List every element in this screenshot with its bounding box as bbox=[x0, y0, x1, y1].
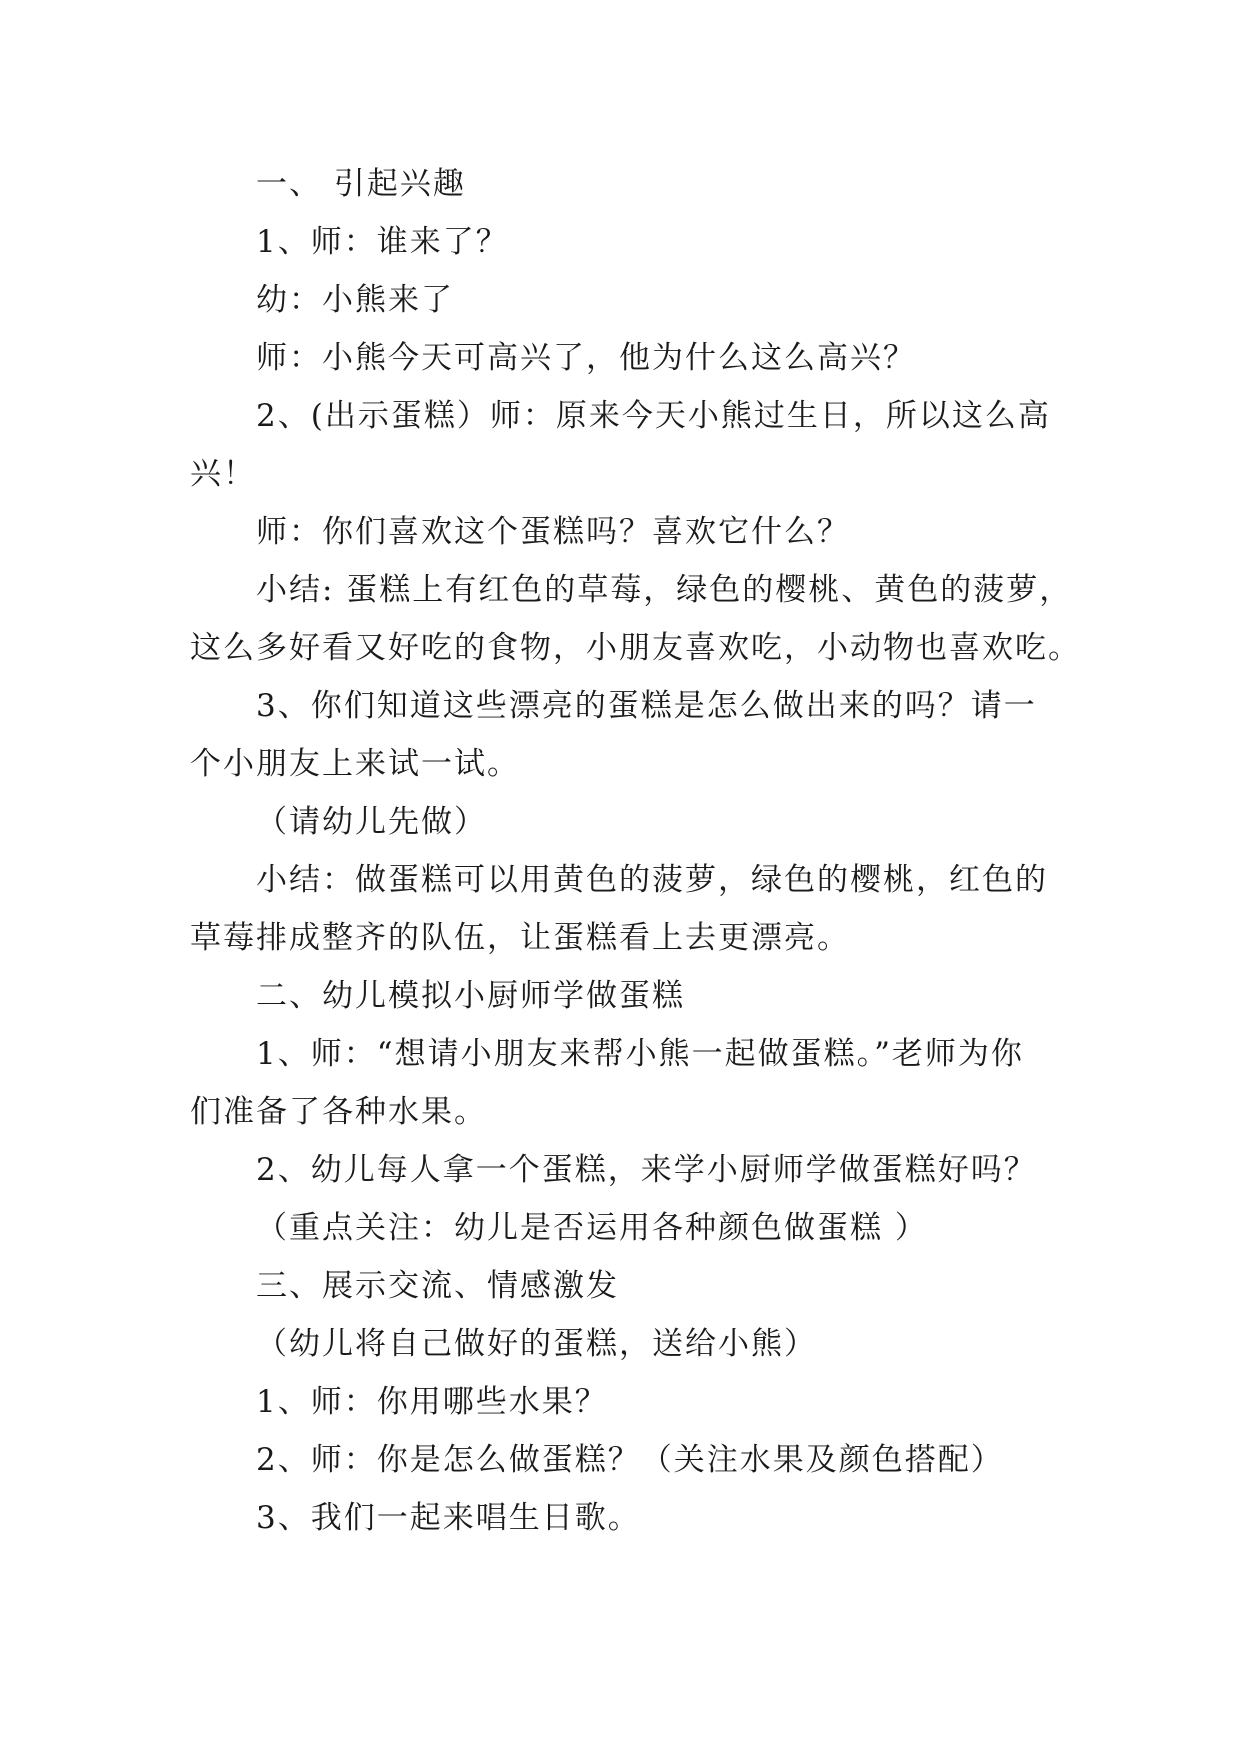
paragraph-line: （重点关注：幼儿是否运用各种颜色做蛋糕 ） bbox=[256, 1210, 928, 1246]
paragraph-line: 幼：小熊来了 bbox=[256, 282, 454, 318]
paragraph-line: 3、你们知道这些漂亮的蛋糕是怎么做出来的吗？请一 bbox=[256, 688, 1037, 724]
paragraph-line: 2、幼儿每人拿一个蛋糕，来学小厨师学做蛋糕好吗？ bbox=[256, 1152, 1037, 1188]
paragraph-line: 兴！ bbox=[190, 456, 256, 492]
section-heading-3: 三、展示交流、情感激发 bbox=[256, 1268, 619, 1304]
paragraph-line: （请幼儿先做） bbox=[256, 804, 487, 840]
paragraph-line: 2、(出示蛋糕）师：原来今天小熊过生日，所以这么高 bbox=[256, 398, 1051, 434]
paragraph-line: 2、师：你是怎么做蛋糕？（关注水果及颜色搭配） bbox=[256, 1442, 1004, 1478]
paragraph-line: 3、我们一起来唱生日歌。 bbox=[256, 1500, 641, 1536]
section-heading-2: 二、幼儿模拟小厨师学做蛋糕 bbox=[256, 978, 685, 1014]
paragraph-line: 小结：做蛋糕可以用黄色的菠萝，绿色的樱桃，红色的 bbox=[256, 862, 1048, 898]
paragraph-line: 小结: 蛋糕上有红色的草莓，绿色的樱桃、黄色的菠萝， bbox=[256, 572, 1073, 608]
paragraph-line: 个小朋友上来试一试。 bbox=[190, 746, 520, 782]
paragraph-line: 师：小熊今天可高兴了，他为什么这么高兴？ bbox=[256, 340, 916, 376]
paragraph-line: 们准备了各种水果。 bbox=[190, 1094, 487, 1130]
paragraph-line: 这么多好看又好吃的食物，小朋友喜欢吃，小动物也喜欢吃。 bbox=[190, 630, 1081, 666]
paragraph-line: 草莓排成整齐的队伍，让蛋糕看上去更漂亮。 bbox=[190, 920, 850, 956]
paragraph-line: （幼儿将自己做好的蛋糕，送给小熊） bbox=[256, 1326, 817, 1362]
paragraph-line: 1、师：“想请小朋友来帮小熊一起做蛋糕。”老师为你 bbox=[256, 1036, 1024, 1072]
paragraph-line: 1、师：谁来了？ bbox=[256, 224, 509, 260]
paragraph-line: 1、师：你用哪些水果？ bbox=[256, 1384, 608, 1420]
paragraph-line: 师：你们喜欢这个蛋糕吗？喜欢它什么？ bbox=[256, 514, 850, 550]
section-heading-1: 一、 引起兴趣 bbox=[256, 166, 466, 202]
